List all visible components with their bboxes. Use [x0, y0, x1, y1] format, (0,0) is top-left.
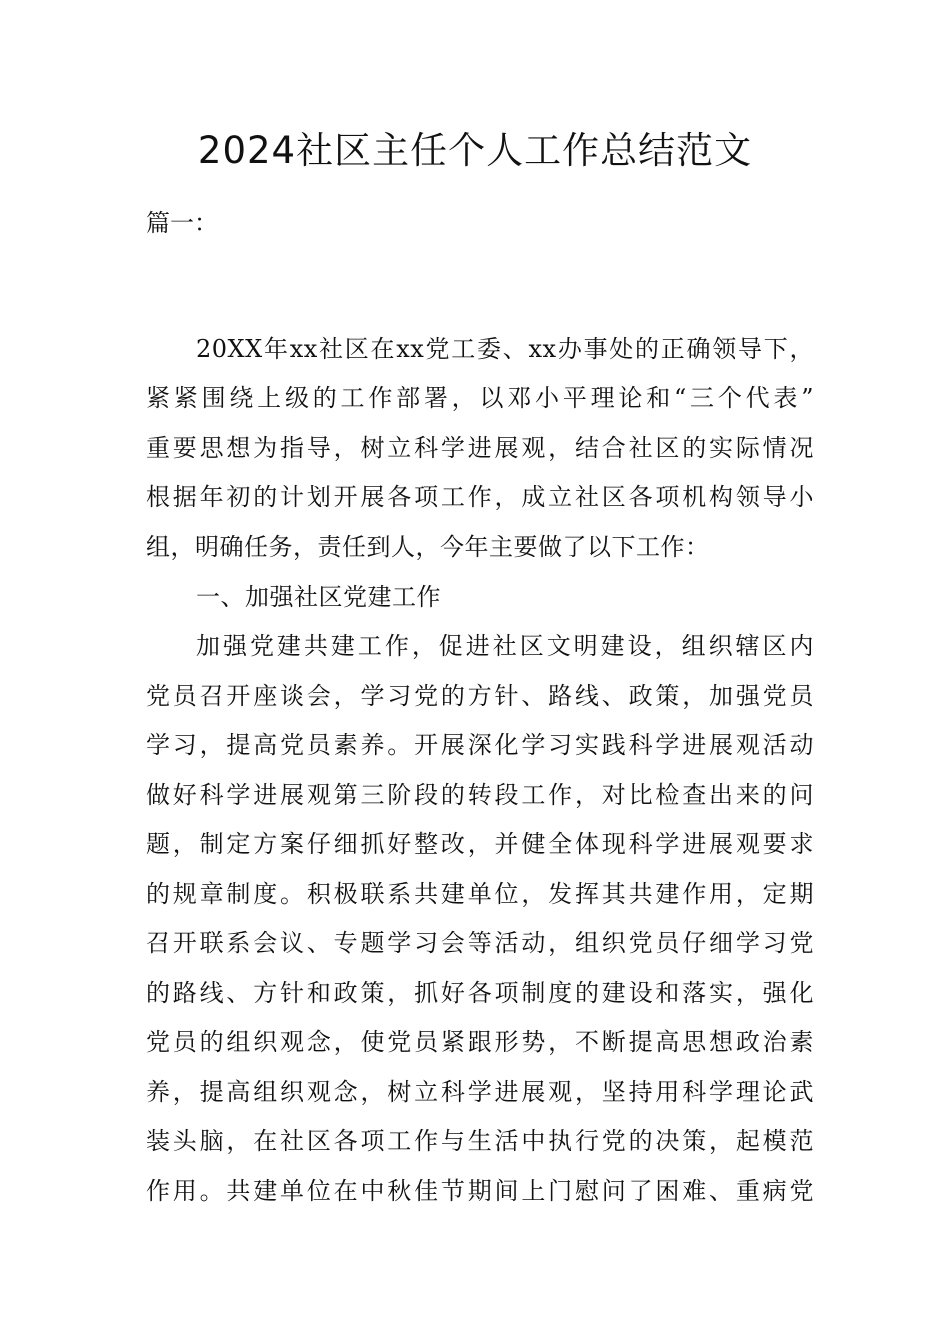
- paragraph-line: 加强党建共建工作，促进社区文明建设，组织辖区内: [196, 632, 814, 660]
- paragraph-line: 根据年初的计划开展各项工作，成立社区各项机构领导小: [146, 483, 814, 511]
- paragraph-line: 的规章制度。积极联系共建单位，发挥其共建作用，定期: [146, 880, 814, 908]
- paragraph-line: 学习，提高党员素养。开展深化学习实践科学进展观活动: [146, 731, 814, 759]
- paragraph-line: 装头脑，在社区各项工作与生活中执行党的决策，起模范: [146, 1127, 814, 1155]
- paragraph-line: 的路线、方针和政策，抓好各项制度的建设和落实，强化: [146, 979, 814, 1007]
- paragraph-line: 党员的组织观念，使党员紧跟形势，不断提高思想政治素: [146, 1028, 814, 1056]
- paragraph-line: 作用。共建单位在中秋佳节期间上门慰问了困难、重病党: [146, 1177, 814, 1205]
- paragraph-line: 重要思想为指导，树立科学进展观，结合社区的实际情况: [146, 434, 814, 462]
- paragraph-line: 组，明确任务，责任到人，今年主要做了以下工作：: [146, 533, 710, 561]
- paragraph-line: 党员召开座谈会，学习党的方针、路线、政策，加强党员: [146, 682, 814, 710]
- paragraph-line: 题，制定方案仔细抓好整改，并健全体现科学进展观要求: [146, 830, 814, 858]
- paragraph-line: 养，提高组织观念，树立科学进展观，坚持用科学理论武: [146, 1078, 814, 1106]
- paragraph-line: 召开联系会议、专题学习会等活动，组织党员仔细学习党: [146, 929, 814, 957]
- paragraph-line: 做好科学进展观第三阶段的转段工作，对比检查出来的问: [146, 781, 814, 809]
- paragraph-line: 20XX年xx社区在xx党工委、xx办事处的正确领导下，: [196, 335, 814, 363]
- document-title: 2024社区主任个人工作总结范文: [197, 129, 753, 172]
- section-label: 篇一：: [146, 209, 218, 237]
- section-heading: 一、加强社区党建工作: [196, 583, 441, 611]
- paragraph-line: 紧紧围绕上级的工作部署，以邓小平理论和“三个代表”: [146, 384, 814, 412]
